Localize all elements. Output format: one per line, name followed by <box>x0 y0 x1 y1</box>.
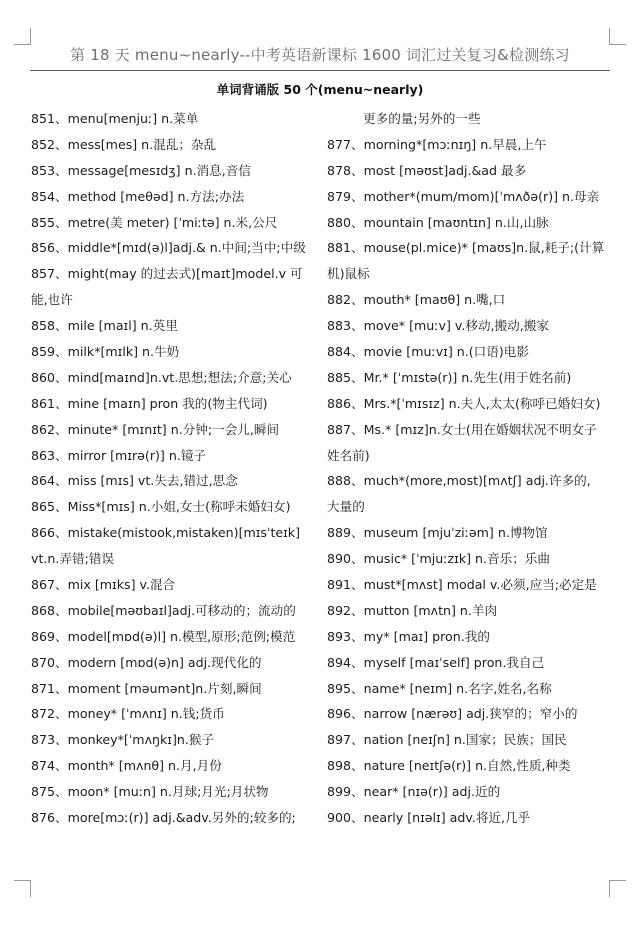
crop-mark-bottom-right <box>609 880 626 897</box>
word-line: 861、mine [maɪn] pron 我的(物主代词) <box>31 395 268 411</box>
word-line: 883、move* [muːv] v.移动,搬动,搬家 <box>327 318 549 334</box>
word-line: 876、more[mɔː(r)] adj.&adv.另外的;较多的; <box>31 810 296 826</box>
word-line-continuation: 姓名前) <box>327 447 370 463</box>
word-line: 869、model[mɒd(ə)l] n.模型,原形;范例;模范 <box>31 628 296 644</box>
word-line: 851、menu[menjuː] n.菜单 <box>31 111 199 126</box>
crop-mark-top-right <box>609 28 626 45</box>
word-line: 864、miss [mɪs] vt.失去,错过,思念 <box>31 473 238 489</box>
word-line: 886、Mrs.*[ˈmɪsɪz] n.夫人,太太(称呼已婚妇女) <box>327 395 601 411</box>
word-line: 874、month* [mʌnθ] n.月,月份 <box>31 758 222 774</box>
word-line: 888、much*(more,most)[mʌtʃ] adj.许多的, <box>327 473 591 489</box>
word-line: 857、might(may 的过去式)[maɪt]model.v 可 <box>31 266 303 282</box>
word-line-continuation: 能,也许 <box>31 292 73 308</box>
word-line: 891、must*[mʌst] modal v.必须,应当;必定是 <box>327 577 597 593</box>
word-list-left-column <box>31 106 323 831</box>
word-line: 870、modern [mɒd(ə)n] adj.现代化的 <box>31 654 262 670</box>
word-line: 881、mouse(pl.mice)* [maʊs]n.鼠,耗子;(计算 <box>327 240 605 256</box>
section-subtitle: 单词背诵版 50 个(menu~nearly) <box>216 82 424 97</box>
page-header-title: 第 18 天 menu~nearly--中考英语新课标 1600 词汇过关复习&检测练习 <box>70 46 570 64</box>
word-line: 880、mountain [maʊntɪn] n.山,山脉 <box>327 214 549 230</box>
word-line: 893、my* [maɪ] pron.我的 <box>327 628 490 644</box>
word-line: 890、music* [ˈmjuːzɪk] n.音乐；乐曲 <box>327 551 550 567</box>
word-line: 892、mutton [mʌtn] n.羊肉 <box>327 602 498 618</box>
word-line: 852、mess[mes] n.混乱；杂乱 <box>31 136 217 152</box>
word-line: 859、milk*[mɪlk] n.牛奶 <box>31 344 180 360</box>
word-line: 867、mix [mɪks] v.混合 <box>31 577 176 593</box>
word-line: 863、mirror [mɪrə(r)] n.镜子 <box>31 447 207 463</box>
word-line: 879、mother*(mum/mom)[ˈmʌðə(r)] n.母亲 <box>327 188 600 204</box>
word-line-continuation: vt.n.弄错;错误 <box>31 551 114 567</box>
word-line: 868、mobile[məʊbaɪl]adj.可移动的；流动的 <box>31 602 296 618</box>
word-line: 889、museum [mjuˈziːəm] n.博物馆 <box>327 525 548 541</box>
word-line: 855、metre(美 meter) [ˈmiːtə] n.米,公尺 <box>31 214 278 230</box>
word-line: 873、monkey*[ˈmʌŋkɪ]n.猴子 <box>31 732 215 748</box>
word-line: 877、morning*[mɔːnɪŋ] n.早晨,上午 <box>327 136 547 152</box>
word-line-continuation: 更多的量;另外的一些 <box>363 111 481 126</box>
word-line: 897、nation [neɪʃn] n.国家；民族；国民 <box>327 732 567 748</box>
word-line: 856、middle*[mɪd(ə)l]adj.& n.中间;当中;中级 <box>31 240 306 256</box>
word-line: 894、myself [maɪˈself] pron.我自己 <box>327 654 545 670</box>
word-line: 853、message[mesɪdʒ] n.消息,音信 <box>31 162 251 178</box>
word-line: 896、narrow [nærəʊ] adj.狭窄的；窄小的 <box>327 706 578 722</box>
word-line: 875、moon* [muːn] n.月球;月光;月状物 <box>31 784 269 800</box>
crop-mark-bottom-left <box>14 880 31 897</box>
word-line: 878、most [məʊst]adj.&ad 最多 <box>327 162 527 178</box>
word-line-continuation: 大量的 <box>327 499 365 515</box>
word-line: 858、mile [maɪl] n.英里 <box>31 318 178 334</box>
word-line: 854、method [meθəd] n.方法;办法 <box>31 188 245 204</box>
word-line: 884、movie [muːvɪ] n.(口语)电影 <box>327 344 529 360</box>
word-line: 885、Mr.* [ˈmɪstə(r)] n.先生(用于姓名前) <box>327 369 572 385</box>
word-line: 899、near* [nɪə(r)] adj.近的 <box>327 784 501 800</box>
word-line: 872、money* [ˈmʌnɪ] n.钱;货币 <box>31 706 225 722</box>
word-line-continuation: 机)鼠标 <box>327 266 370 282</box>
word-list-right-column <box>327 106 619 831</box>
word-line: 887、Ms.* [mɪz]n.女士(用在婚姻状况不明女子 <box>327 421 597 437</box>
word-line: 866、mistake(mistook,mistaken)[mɪsˈteɪk] <box>31 525 301 541</box>
word-line: 865、Miss*[mɪs] n.小姐,女士(称呼未婚妇女) <box>31 499 291 515</box>
word-line: 882、mouth* [maʊθ] n.嘴,口 <box>327 292 506 308</box>
word-line: 900、nearly [nɪəlɪ] adv.将近,几乎 <box>327 810 531 826</box>
word-line: 862、minute* [mɪnɪt] n.分钟;一会儿,瞬间 <box>31 421 280 437</box>
crop-mark-top-left <box>14 28 31 45</box>
word-line: 860、mind[maɪnd]n.vt.思想;想法;介意;关心 <box>31 369 292 385</box>
header-divider <box>30 70 610 71</box>
word-line: 898、nature [neɪtʃə(r)] n.自然,性质,种类 <box>327 758 571 774</box>
word-line: 895、name* [neɪm] n.名字,姓名,名称 <box>327 680 552 696</box>
word-line: 871、moment [məumənt]n.片刻,瞬间 <box>31 680 262 696</box>
